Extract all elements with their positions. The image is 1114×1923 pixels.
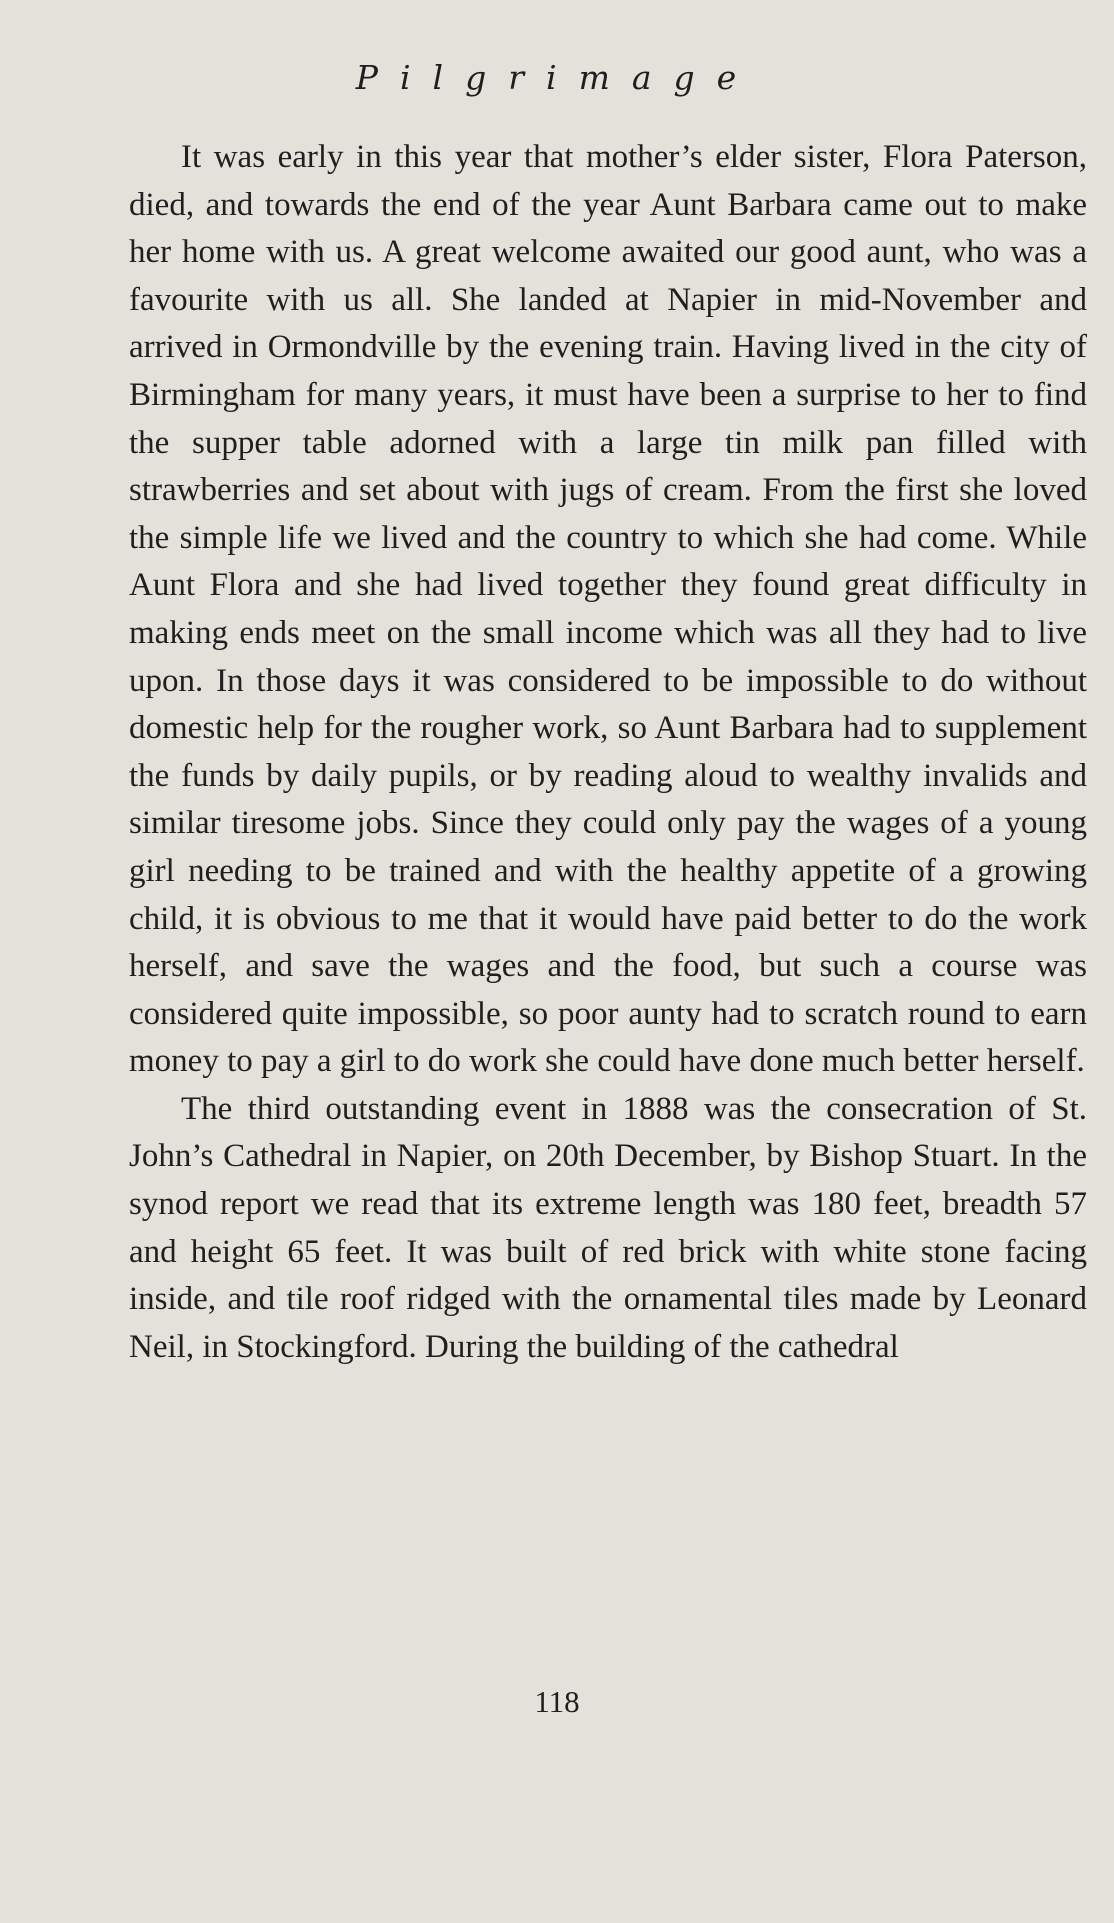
body-text — [129, 134, 1087, 1371]
paragraph-aunt-barbara: It was early in this year that mother’s elder sister, Flora Paterson, died, and towards the end of the year Aunt Barbara came out to make her home with us. A great welcome awaited our good aunt, who was a favourite with us all. She landed at Napier in mid-November and arrived in Ormondville by the evening train. Having lived in the city of Birmingham for many years, it must have been a surprise to her to find the supper table adorned with a large tin milk pan filled with strawberries and set about with jugs of cream. From the first she loved the simple life we lived and the country to which she had come. While Aunt Flora and she had lived together they found great difficulty in making ends meet on the small income which was all they had to live upon. In those days it was considered to be impossible to do without domestic help for the rougher work, so Aunt Barbara had to supplement the funds by daily pupils, or by reading aloud to wealthy invalids and similar tiresome jobs. Since they could only pay the wages of a young girl needing to be trained and with the healthy appetite of a growing child, it is obvious to me that it would have paid better to do the work herself, and save the wages and the food, but such a course was considered quite impossible, so poor aunty had to scratch round to earn money to pay a girl to do work she could have done much better herself. — [129, 139, 1087, 1080]
page-number: 118 — [534, 1684, 580, 1719]
paragraph-cathedral: The third outstanding event in 1888 was the consecration of St. John’s Cathedral in Napier, on 20th December, by Bishop Stuart. In the synod report we read that its extreme length was 180 feet, breadth 57 and height 65 feet. It was built of red brick with white stone facing inside, and tile roof ridged with the ornamental tiles made by Leonard Neil, in Stockingford. During the building of the cathedral — [129, 1090, 1087, 1365]
running-title: Pilgrimage — [355, 58, 759, 97]
